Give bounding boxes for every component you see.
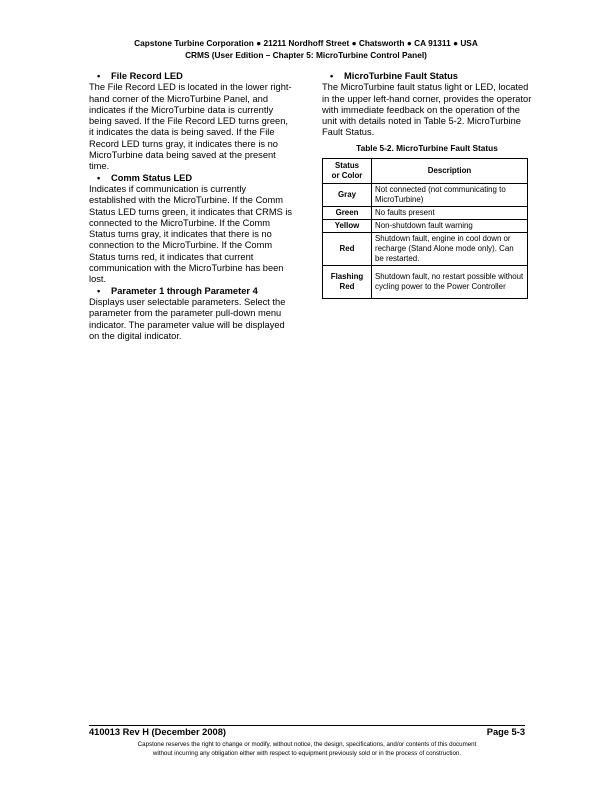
- description-cell: Shutdown fault, no restart possible without cycling power to the Power Controller: [372, 266, 528, 299]
- table-row: [323, 220, 528, 233]
- heading-text: File Record LED: [111, 71, 183, 81]
- parameters-body: Displays user selectable parameters. Select the parameter from the parameter pull-down menu indicator. The parameter value will be displayed on the digital indicator.: [89, 296, 286, 341]
- section-heading-comm-status: [89, 173, 293, 184]
- section-heading-parameters: [89, 286, 293, 297]
- status-cell: Green: [323, 207, 372, 220]
- table-row: [323, 233, 528, 266]
- section-heading-fault-status: [322, 71, 532, 82]
- page-header: [0, 37, 612, 61]
- header-line-1: Capstone Turbine Corporation ● 21211 Nordhoff Street ● Chatsworth ● CA 91311 ● USA: [134, 38, 478, 48]
- description-cell: Non-shutdown fault warning: [372, 220, 528, 233]
- description-cell: No faults present: [372, 207, 528, 220]
- table-row: [323, 266, 528, 299]
- table-caption: Table 5-2. MicroTurbine Fault Status: [356, 142, 498, 153]
- status-cell: Flashing Red: [323, 266, 372, 299]
- header-line-2: CRMS (User Edition – Chapter 5: MicroTurbine Control Panel): [185, 50, 427, 60]
- document-revision: 410013 Rev H (December 2008): [89, 727, 226, 737]
- bullet: •: [97, 285, 101, 296]
- heading-text: Parameter 1 through Parameter 4: [111, 285, 258, 296]
- table-header-row: [323, 159, 528, 184]
- table-row: [323, 207, 528, 220]
- disclaimer-line-2: without incurring any obligation either with respect to equipment previously sold or in the process of construction.: [152, 750, 462, 757]
- table-row: [323, 184, 528, 207]
- bullet: •: [97, 172, 101, 183]
- fault-status-body: The MicroTurbine fault status light or LED, located in the upper left-hand corner, provides the operator with immediate feedback on the operation of the unit with details noted in Table 5-2. MicroTurbine Fault Status.: [322, 82, 532, 138]
- disclaimer-line-1: Capstone reserves the right to change or modify, without notice, the design, specifications, and/or contents of this document: [137, 741, 477, 748]
- page-footer: [89, 727, 525, 737]
- file-record-body: The File Record LED is located in the lower right-hand corner of the MicroTurbine Panel, and indicates if the MicroTurbine data is currently being saved. If the File Record LED turns green, it indicates the data is being saved. If the File Record LED turns gray, it indicates there is no MicroTurbine data being saved at the present time.: [89, 82, 292, 172]
- right-column: [322, 71, 532, 299]
- bullet: •: [330, 71, 334, 81]
- description-cell: Shutdown fault, engine in cool down or recharge (Stand Alone mode only). Can be restarted.: [372, 233, 528, 266]
- left-column: [89, 71, 293, 342]
- status-cell: Gray: [323, 184, 372, 207]
- heading-text: MicroTurbine Fault Status: [344, 71, 458, 81]
- heading-text: Comm Status LED: [111, 172, 193, 183]
- fault-status-table: [322, 158, 528, 299]
- description-cell: Not connected (not communicating to MicroTurbine): [372, 184, 528, 207]
- header-description: Description: [372, 159, 528, 184]
- status-cell: Red: [323, 233, 372, 266]
- status-cell: Yellow: [323, 220, 372, 233]
- section-heading-file-record: [89, 71, 293, 82]
- bullet: •: [97, 71, 101, 81]
- page-number: Page 5-3: [486, 727, 525, 737]
- footer-divider: [89, 725, 525, 726]
- footer-disclaimer: [89, 740, 525, 758]
- comm-status-body: Indicates if communication is currently established with the MicroTurbine. If the Comm Status LED turns green, it indicates that CRMS is connected to the MicroTurbine. If the Comm Status turns gray, it indicates that there is no connection to the MicroTurbine. If the Comm Status turns red, it indicates that current communication with the MicroTurbine has been lost.: [89, 183, 293, 285]
- header-status: Status or Color: [323, 159, 372, 184]
